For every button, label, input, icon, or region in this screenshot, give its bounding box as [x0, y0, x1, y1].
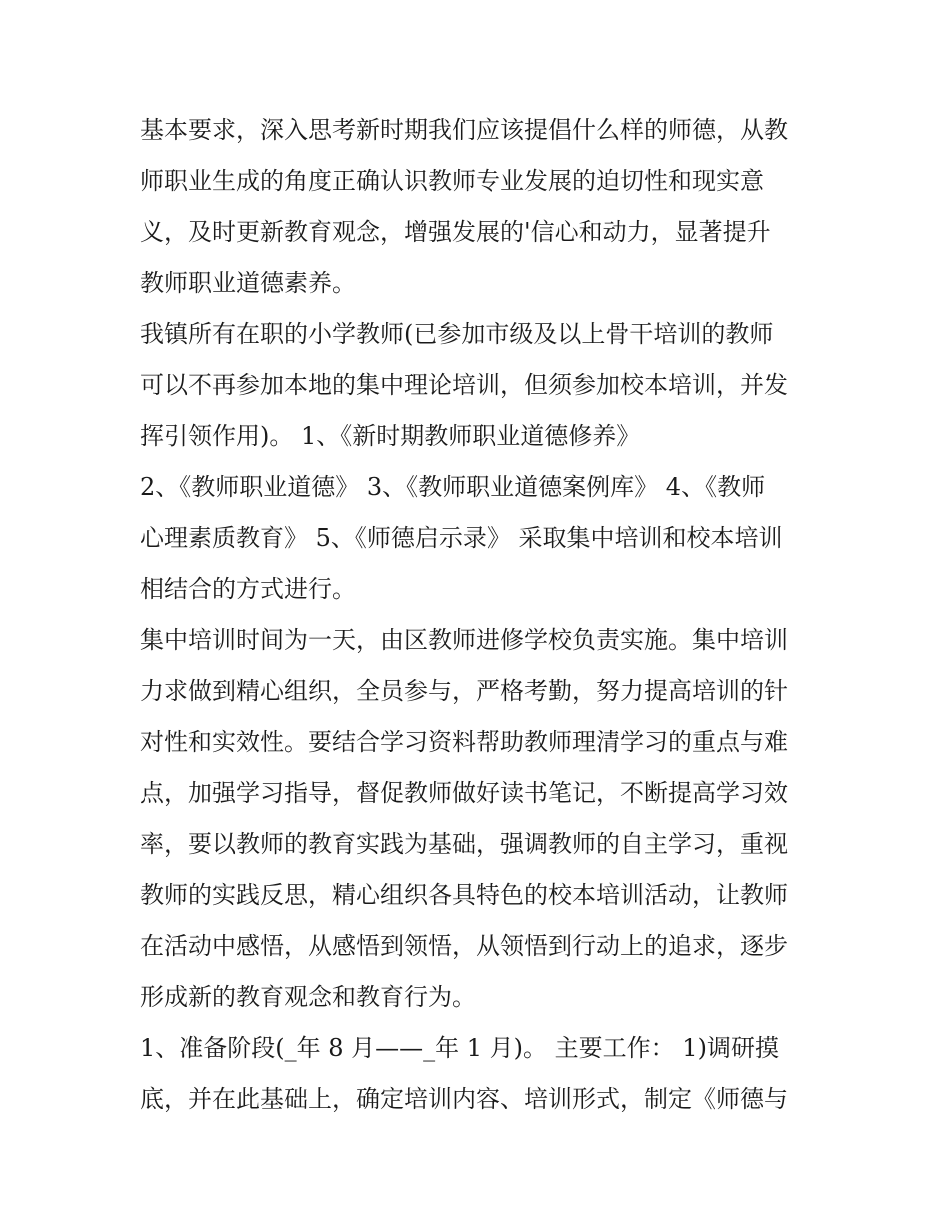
- document-body: [140, 105, 820, 1125]
- text-line: 形成新的教育观念和教育行为。: [140, 983, 476, 1011]
- text-line: 教师的实践反思，精心组织各具特色的校本培训活动，让教师: [140, 881, 788, 909]
- text-line: 1、准备阶段(_年 8 月——_年 1 月)。 主要工作： 1)调研摸: [140, 1034, 779, 1062]
- text-line: 基本要求，深入思考新时期我们应该提倡什么样的师德，从教: [140, 116, 788, 144]
- text-line: 对性和实效性。要结合学习资料帮助教师理清学习的重点与难: [140, 728, 788, 756]
- text-line: 义，及时更新教育观念，增强发展的'信心和动力，显著提升: [140, 218, 771, 246]
- text-line: 相结合的方式进行。: [140, 575, 356, 603]
- text-line: 底，并在此基础上，确定培训内容、培训形式，制定《师德与: [140, 1085, 788, 1113]
- text-line: 挥引领作用)。 1、《新时期教师职业道德修养》: [140, 422, 641, 450]
- text-line: 点，加强学习指导，督促教师做好读书笔记，不断提高学习效: [140, 779, 788, 807]
- text-line: 2、《教师职业道德》 3、《教师职业道德案例库》 4、《教师: [140, 473, 766, 501]
- text-line: 可以不再参加本地的集中理论培训，但须参加校本培训，并发: [140, 371, 788, 399]
- text-line: 集中培训时间为一天，由区教师进修学校负责实施。集中培训: [140, 626, 788, 654]
- text-line: 心理素质教育》 5、《师德启示录》 采取集中培训和校本培训: [140, 524, 783, 552]
- text-line: 我镇所有在职的小学教师(已参加市级及以上骨干培训的教师: [140, 320, 774, 348]
- text-line: 率，要以教师的教育实践为基础，强调教师的自主学习，重视: [140, 830, 788, 858]
- text-line: 力求做到精心组织，全员参与，严格考勤，努力提高培训的针: [140, 677, 788, 705]
- text-line: 在活动中感悟，从感悟到领悟，从领悟到行动上的追求，逐步: [140, 932, 788, 960]
- text-line: 师职业生成的角度正确认识教师专业发展的迫切性和现实意: [140, 167, 764, 195]
- text-line: 教师职业道德素养。: [140, 269, 356, 297]
